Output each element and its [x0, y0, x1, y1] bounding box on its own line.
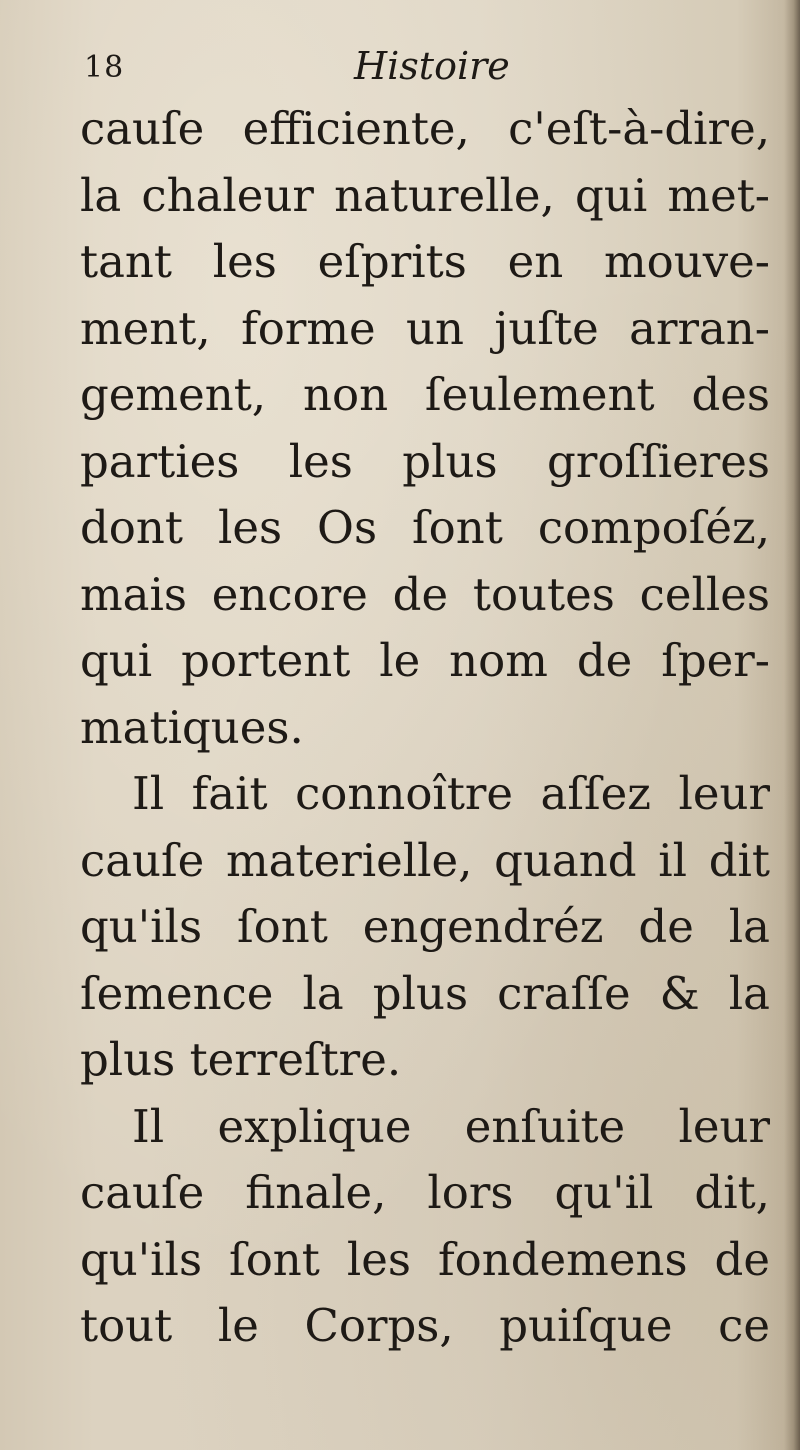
text-line: qu'ils ſont engendréz de la [80, 900, 770, 953]
text-line: ſemence la plus craſſe & la [80, 966, 770, 1020]
page-header [84, 44, 724, 100]
paragraph-start-line: Il explique enſuite leur [132, 1099, 770, 1153]
running-title: Histoire [354, 44, 510, 88]
text-line: gement, non ſeulement des [80, 368, 770, 421]
text-line: plus terreſtre. [80, 1033, 402, 1086]
text-line: qu'ils ſont les fondemens de [80, 1232, 770, 1286]
text-line: cauſe materielle, quand il dit [80, 833, 770, 887]
text-line: cauſe finale, lors qu'il dit, [80, 1166, 770, 1219]
page-gutter-shadow [784, 0, 800, 1450]
text-line: tout le Corps, puiſque ce [80, 1299, 770, 1352]
page-number: 18 [84, 50, 125, 85]
text-line: qui portent le nom de ſper- [80, 634, 770, 687]
text-line: ment, forme un juſte arran- [80, 301, 770, 355]
body-text [80, 96, 770, 1360]
text-line: tant les eſprits en mouve- [80, 235, 770, 288]
text-line: cauſe efficiente, c'eſt-à-dire, [80, 102, 770, 155]
text-line: dont les Os ſont compoſéz, [80, 501, 770, 554]
text-line: mais encore de toutes celles [80, 567, 770, 621]
text-line: matiques. [80, 700, 304, 754]
text-line: la chaleur naturelle, qui met- [80, 168, 770, 222]
text-line: parties les plus groſſieres [80, 434, 770, 488]
paragraph-start-line: Il fait connoître aſſez leur [132, 767, 770, 820]
